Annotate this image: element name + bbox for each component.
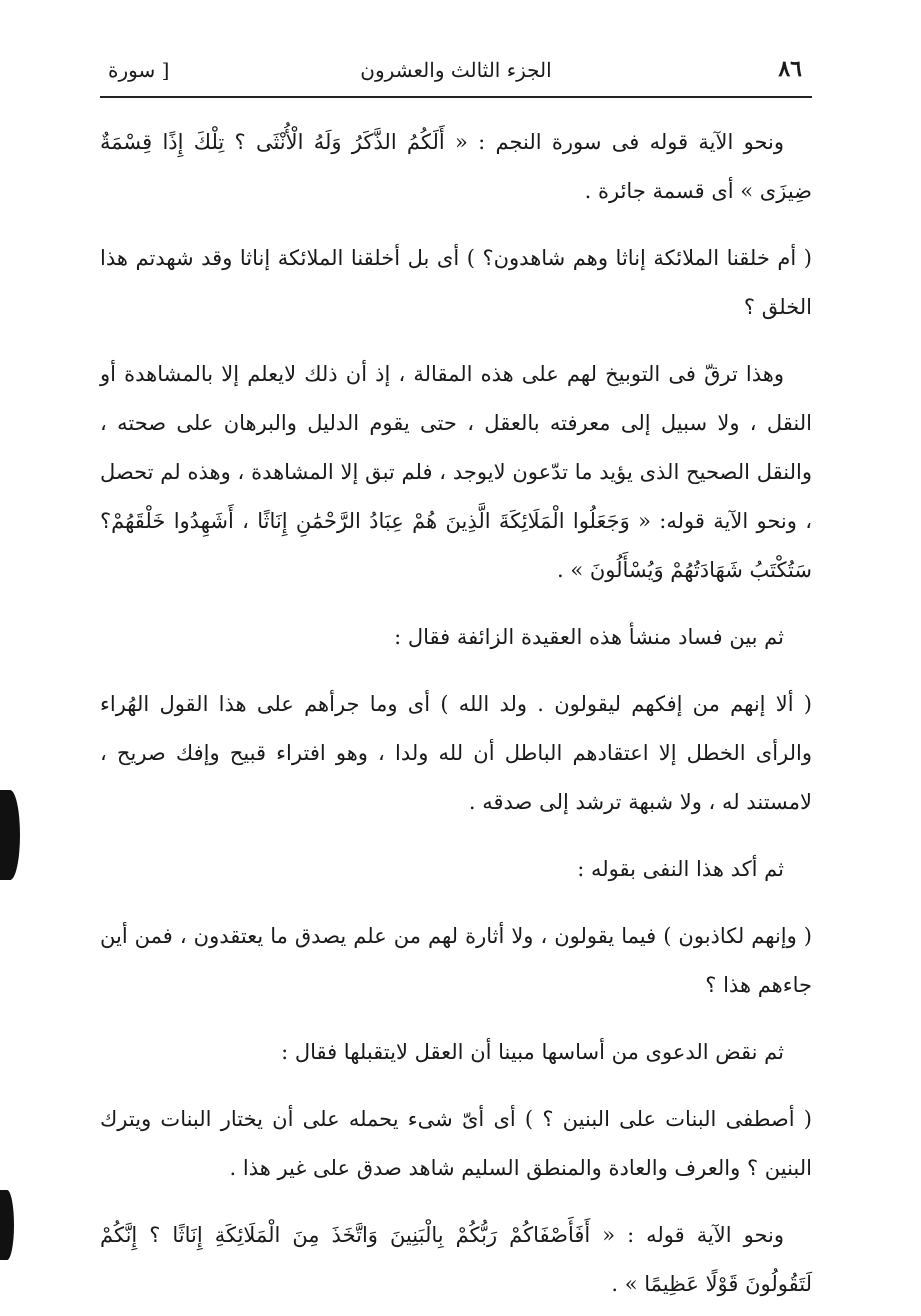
header-divider [100, 96, 812, 98]
paragraph: ( وإنهم لكاذبون ) فيما يقولون ، ولا أثارة لهم من علم يصدق ما يعتقدون ، فمن أين جاءهم هذا ؟ [100, 924, 812, 997]
surah-label: [ سورة [108, 58, 170, 82]
scan-edge-mark [0, 790, 20, 880]
paragraph: وهذا ترقّ فى التوبيخ لهم على هذه المقالة ، إذ أن ذلك لايعلم إلا بالمشاهدة أو النقل ، ولا سبيل إلى معرفته بالعقل ، حتى يقوم الدليل والبرهان على صحته ، والنقل الصحيح الذى يؤيد ما تدّعون لايوجد ، فلم تبق إلا المشاهدة ، وهذه لم تحصل ، ونحو الآية قوله: « وَجَعَلُوا الْمَلَائِكَةَ الَّذِينَ هُمْ عِبَادُ الرَّحْمَٰنِ إِنَاثًا ، أَشَهِدُوا خَلْقَهُمْ؟ سَتُكْتَبُ شَهَادَتُهُمْ وَيُسْأَلُونَ » . [100, 362, 812, 582]
paragraph: ( أم خلقنا الملائكة إناثا وهم شاهدون؟ ) أى بل أخلقنا الملائكة إناثا وقد شهدتم هذا الخلق ؟ [100, 246, 812, 319]
paragraph: ونحو الآية قوله : « أَفَأَصْفَاكُمْ رَبُّكُمْ بِالْبَنِينَ وَاتَّخَذَ مِنَ الْمَلَائِكَةِ إِنَاثًا ؟ إِنَّكُمْ لَتَقُولُونَ قَوْلًا عَظِيمًا » . [100, 1223, 812, 1296]
paragraph: ( أصطفى البنات على البنين ؟ ) أى أىّ شىء يحمله على أن يختار البنات ويترك البنين ؟ والعرف والعادة والمنطق السليم شاهد صدق على غير هذا . [100, 1107, 812, 1180]
page-number: ٨٦ [778, 56, 802, 82]
page-header [100, 52, 812, 92]
paragraph: ثم أكد هذا النفى بقوله : [577, 857, 784, 881]
paragraph: ونحو الآية قوله فى سورة النجم : « أَلَكُمُ الذَّكَرُ وَلَهُ الْأُنْثَى ؟ تِلْكَ إِذًا قِسْمَةٌ ضِيزَى » أى قسمة جائرة . [100, 130, 812, 203]
running-title: الجزء الثالث والعشرون [360, 58, 552, 82]
paragraph: ( ألا إنهم من إفكهم ليقولون . ولد الله ) أى وما جرأهم على هذا القول الهُراء والرأى الخطل إلا اعتقادهم الباطل أن لله ولدا ، وهو افتراء قبيح وإفك صريح ، لامستند له ، ولا شبهة ترشد إلى صدقه . [100, 692, 812, 814]
paragraph: ثم نقض الدعوى من أساسها مبينا أن العقل لايتقبلها فقال : [281, 1040, 784, 1064]
paragraph: ثم بين فساد منشأ هذه العقيدة الزائفة فقال : [394, 625, 784, 649]
page-body [100, 118, 812, 1316]
scan-edge-mark [0, 1190, 14, 1260]
